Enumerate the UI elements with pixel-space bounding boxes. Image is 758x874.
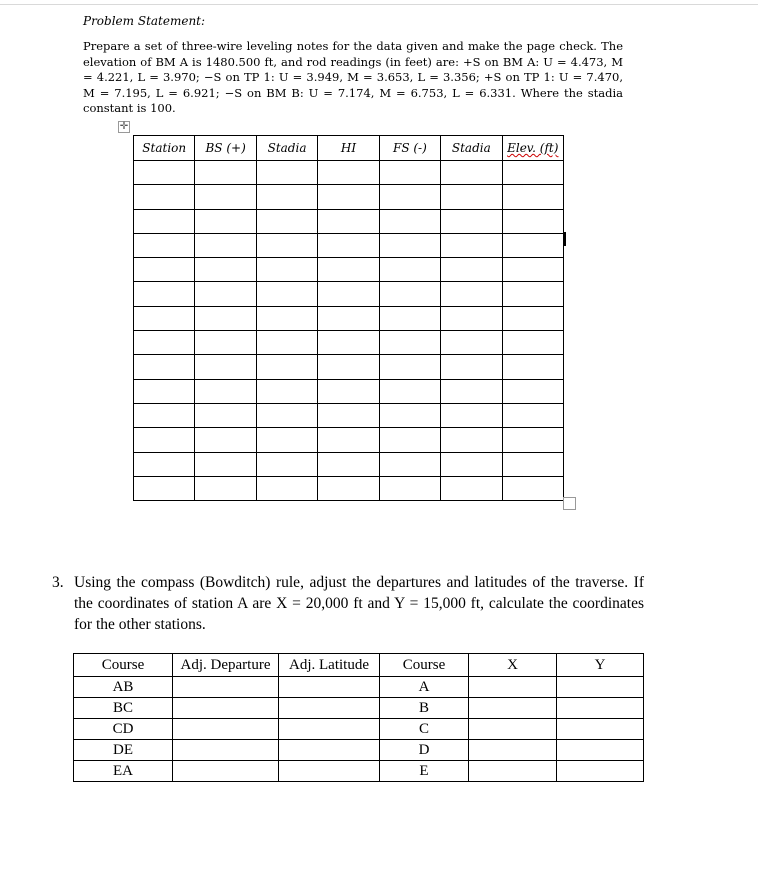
traverse-input-cell[interactable] [469,677,557,698]
leveling-cell[interactable] [195,379,256,403]
leveling-cell[interactable] [441,355,502,379]
traverse-input-cell[interactable] [469,740,557,761]
leveling-cell[interactable] [134,355,195,379]
leveling-cell[interactable] [256,233,317,257]
leveling-cell[interactable] [318,209,379,233]
leveling-cell[interactable] [195,209,256,233]
leveling-cell[interactable] [502,209,563,233]
leveling-cell[interactable] [134,379,195,403]
leveling-cell[interactable] [441,258,502,282]
leveling-cell[interactable] [134,233,195,257]
leveling-cell[interactable] [134,161,195,185]
traverse-input-cell[interactable] [173,761,279,782]
leveling-cell[interactable] [379,161,440,185]
leveling-cell[interactable] [379,306,440,330]
problem-title: Problem Statement: [83,14,206,28]
leveling-cell[interactable] [195,476,256,500]
traverse-label-cell: E [380,761,469,782]
header-adj-departure: Adj. Departure [173,654,279,677]
traverse-input-cell[interactable] [557,677,644,698]
leveling-cell[interactable] [502,403,563,427]
traverse-label-cell: AB [74,677,173,698]
leveling-cell[interactable] [256,209,317,233]
traverse-header-row [74,654,644,677]
leveling-cell[interactable] [441,476,502,500]
leveling-cell[interactable] [379,233,440,257]
leveling-row [134,428,564,452]
leveling-cell[interactable] [195,355,256,379]
leveling-cell[interactable] [379,379,440,403]
leveling-cell[interactable] [379,258,440,282]
leveling-cell[interactable] [379,355,440,379]
traverse-label-cell: DE [74,740,173,761]
leveling-cell[interactable] [195,452,256,476]
table-resize-handle[interactable] [563,497,576,510]
leveling-cell[interactable] [256,282,317,306]
top-divider [0,4,758,5]
leveling-cell[interactable] [256,355,317,379]
traverse-label-cell: EA [74,761,173,782]
leveling-row [134,331,564,355]
leveling-cell[interactable] [195,233,256,257]
traverse-label-cell: A [380,677,469,698]
leveling-cell[interactable] [379,452,440,476]
leveling-row [134,355,564,379]
leveling-row [134,209,564,233]
leveling-cell[interactable] [441,185,502,209]
leveling-cell[interactable] [502,355,563,379]
leveling-cell[interactable] [195,258,256,282]
traverse-input-cell[interactable] [173,677,279,698]
leveling-row [134,452,564,476]
leveling-cell[interactable] [318,306,379,330]
leveling-row [134,282,564,306]
leveling-cell[interactable] [134,428,195,452]
question-3-text: Using the compass (Bowditch) rule, adjust the departures and latitudes of the traverse. If the coordinates of station A are X = 20,000 ft and Y = 15,000 ft, calculate the coordinates for the other stations. [74,574,644,633]
leveling-cell[interactable] [379,428,440,452]
leveling-cell[interactable] [134,282,195,306]
traverse-input-cell[interactable] [173,740,279,761]
traverse-table [73,653,644,782]
header-station: Station [134,136,195,161]
traverse-input-cell[interactable] [173,698,279,719]
leveling-cell[interactable] [502,331,563,355]
header-hi: HI [318,136,379,161]
traverse-label-cell: BC [74,698,173,719]
leveling-cell[interactable] [502,258,563,282]
traverse-label-cell: C [380,719,469,740]
leveling-cell[interactable] [441,331,502,355]
traverse-row [74,740,644,761]
leveling-cell[interactable] [441,161,502,185]
leveling-cell[interactable] [318,161,379,185]
text-cursor [564,232,566,246]
traverse-label-cell: D [380,740,469,761]
leveling-cell[interactable] [195,306,256,330]
leveling-cell[interactable] [134,306,195,330]
leveling-cell[interactable] [256,161,317,185]
leveling-cell[interactable] [256,428,317,452]
leveling-cell[interactable] [379,209,440,233]
leveling-cell[interactable] [379,403,440,427]
leveling-cell[interactable] [318,185,379,209]
leveling-cell[interactable] [441,452,502,476]
traverse-row [74,761,644,782]
leveling-cell[interactable] [134,185,195,209]
header-stadia-fs: Stadia [441,136,502,161]
leveling-cell[interactable] [134,403,195,427]
leveling-row [134,476,564,500]
header-fs: FS (-) [379,136,440,161]
problem-body: Prepare a set of three-wire leveling notes for the data given and make the page check. The elevation of BM A is 1480.500 ft, and rod readings (in feet) are: +S on BM A: U = 4.473, M = 4.221, L = 3.970; −S on TP 1: U = 3.949, M = 3.653, L = 3.356; +S on TP 1: U = 7.470, M = 7.195, L = 6.921; −S on BM B: U = 7.174, M = 6.753, L = 6.331. Where the stadia constant is 100. [83,39,623,116]
leveling-cell[interactable] [502,428,563,452]
leveling-cell[interactable] [502,476,563,500]
traverse-input-cell[interactable] [557,740,644,761]
leveling-cell[interactable] [195,331,256,355]
leveling-notes-table [133,135,564,501]
leveling-cell[interactable] [502,185,563,209]
leveling-cell[interactable] [441,379,502,403]
traverse-input-cell[interactable] [469,761,557,782]
leveling-cell[interactable] [318,452,379,476]
traverse-input-cell[interactable] [279,677,380,698]
traverse-input-cell[interactable] [279,761,380,782]
traverse-input-cell[interactable] [279,698,380,719]
header-stadia-bs: Stadia [256,136,317,161]
traverse-input-cell[interactable] [279,740,380,761]
traverse-label-cell: CD [74,719,173,740]
leveling-cell[interactable] [441,233,502,257]
leveling-cell[interactable] [195,161,256,185]
leveling-cell[interactable] [379,476,440,500]
leveling-cell[interactable] [256,476,317,500]
traverse-input-cell[interactable] [557,719,644,740]
leveling-cell[interactable] [256,331,317,355]
traverse-row [74,698,644,719]
leveling-cell[interactable] [441,306,502,330]
leveling-row [134,306,564,330]
header-elev [502,136,563,161]
header-y: Y [557,654,644,677]
question-3 [52,572,644,635]
leveling-cell[interactable] [318,379,379,403]
header-bs: BS (+) [195,136,256,161]
traverse-body [74,677,644,782]
leveling-row [134,233,564,257]
leveling-cell[interactable] [502,379,563,403]
leveling-row [134,161,564,185]
traverse-input-cell[interactable] [557,698,644,719]
leveling-row [134,258,564,282]
leveling-cell[interactable] [195,282,256,306]
leveling-cell[interactable] [441,403,502,427]
leveling-row [134,403,564,427]
leveling-header-row [134,136,564,161]
leveling-cell[interactable] [502,452,563,476]
leveling-cell[interactable] [318,476,379,500]
leveling-cell[interactable] [318,331,379,355]
leveling-cell[interactable] [318,428,379,452]
traverse-label-cell: B [380,698,469,719]
traverse-input-cell[interactable] [173,719,279,740]
leveling-cell[interactable] [502,306,563,330]
leveling-row [134,185,564,209]
leveling-cell[interactable] [502,282,563,306]
leveling-cell[interactable] [256,452,317,476]
table-move-icon[interactable]: ✛ [119,121,129,132]
leveling-cell[interactable] [379,331,440,355]
leveling-cell[interactable] [441,282,502,306]
header-x: X [469,654,557,677]
leveling-cell[interactable] [256,185,317,209]
leveling-body [134,161,564,501]
leveling-cell[interactable] [134,331,195,355]
traverse-row [74,677,644,698]
header-adj-latitude: Adj. Latitude [279,654,380,677]
leveling-cell[interactable] [379,185,440,209]
leveling-cell[interactable] [256,258,317,282]
leveling-cell[interactable] [195,185,256,209]
leveling-cell[interactable] [379,282,440,306]
leveling-cell[interactable] [134,476,195,500]
leveling-cell[interactable] [441,428,502,452]
leveling-cell[interactable] [134,452,195,476]
leveling-cell[interactable] [502,233,563,257]
leveling-cell[interactable] [318,403,379,427]
leveling-cell[interactable] [195,403,256,427]
leveling-cell[interactable] [256,403,317,427]
traverse-input-cell[interactable] [469,698,557,719]
header-course: Course [74,654,173,677]
leveling-row [134,379,564,403]
traverse-input-cell[interactable] [469,719,557,740]
leveling-cell[interactable] [318,258,379,282]
header-station-course: Course [380,654,469,677]
traverse-input-cell[interactable] [557,761,644,782]
traverse-input-cell[interactable] [279,719,380,740]
leveling-cell[interactable] [195,428,256,452]
leveling-cell[interactable] [256,306,317,330]
leveling-cell[interactable] [134,209,195,233]
question-3-number: 3. [52,574,64,591]
leveling-cell[interactable] [134,258,195,282]
leveling-cell[interactable] [502,161,563,185]
header-elev-label: Elev. (ft) [507,141,559,155]
leveling-cell[interactable] [318,355,379,379]
leveling-cell[interactable] [256,379,317,403]
traverse-row [74,719,644,740]
leveling-cell[interactable] [318,233,379,257]
leveling-cell[interactable] [318,282,379,306]
leveling-cell[interactable] [441,209,502,233]
